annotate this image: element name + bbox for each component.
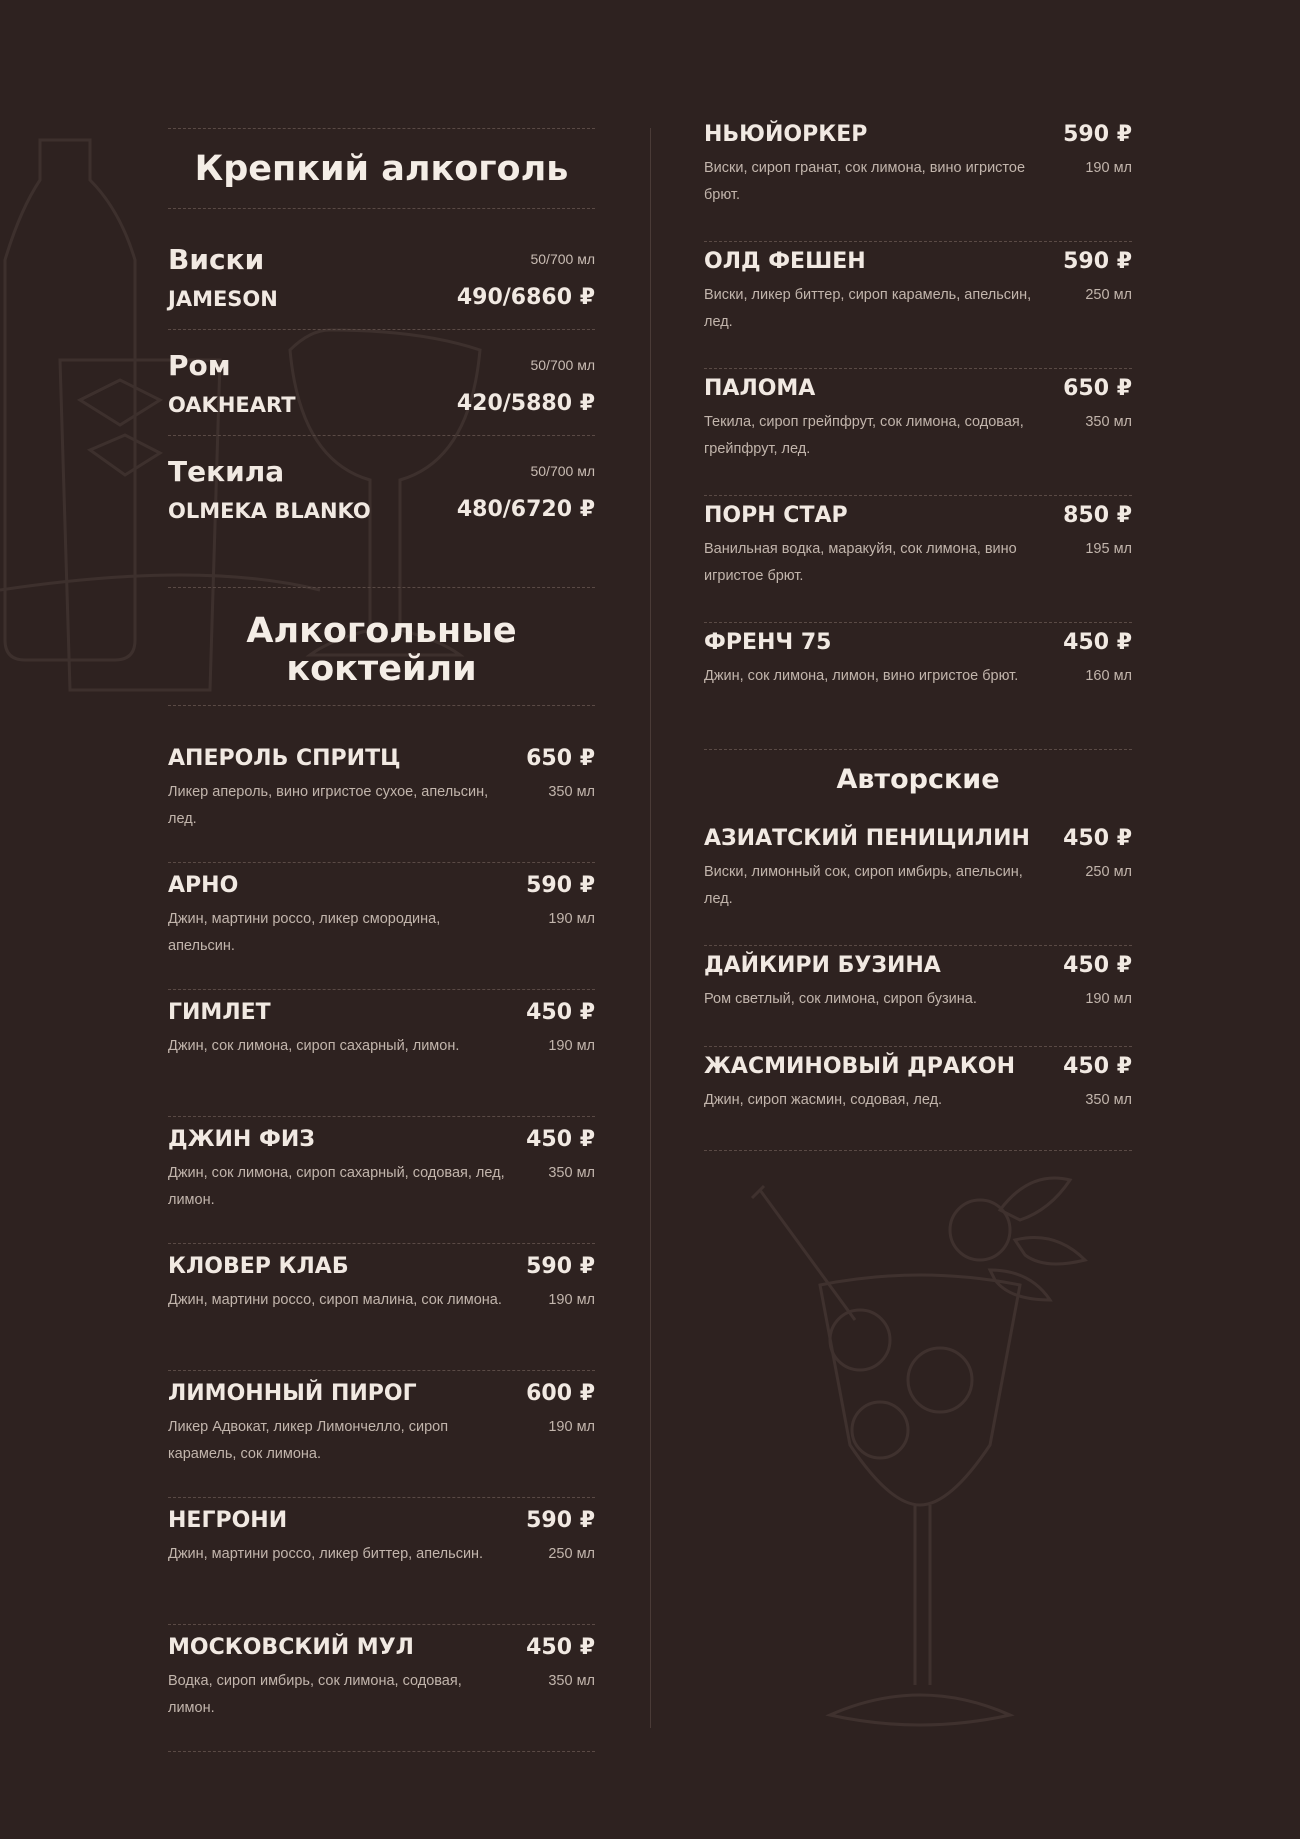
item-name: АПЕРОЛЬ СПРИТЦ: [168, 746, 401, 771]
item-volume: 350 мл: [548, 1673, 595, 1689]
item-volume: 190 мл: [1085, 991, 1132, 1007]
item-name: АРНО: [168, 873, 239, 898]
item-name: АЗИАТСКИЙ ПЕНИЦИЛИН: [704, 826, 1030, 851]
item-price: 590 ₽: [526, 1254, 595, 1279]
divider: [168, 862, 595, 863]
divider: [168, 1751, 595, 1752]
item-name: ДЖИН ФИЗ: [168, 1127, 315, 1152]
item-description: Водка, сироп имбирь, сок лимона, содовая, лимон.: [168, 1673, 462, 1716]
spirit-volume: 50/700 мл: [530, 357, 595, 373]
menu-item: [168, 1508, 595, 1635]
divider: [168, 705, 595, 706]
menu-item: [168, 1127, 595, 1254]
divider: [168, 1243, 595, 1244]
item-description: Джин, сок лимона, сироп сахарный, лимон.: [168, 1038, 460, 1054]
item-description: Джин, мартини россо, ликер биттер, апельсин.: [168, 1546, 484, 1562]
section-title-spirits: Крепкий алкоголь: [194, 149, 569, 189]
item-description: Виски, сироп гранат, сок лимона, вино игристое брют.: [704, 160, 1026, 203]
item-price: 450 ₽: [1063, 826, 1132, 851]
item-volume: 190 мл: [548, 1038, 595, 1054]
item-description: Текила, сироп грейпфрут, сок лимона, содовая, грейпфрут, лед.: [704, 414, 1024, 457]
item-volume: 190 мл: [1085, 160, 1132, 176]
item-name: ЖАСМИНОВЫЙ ДРАКОН: [704, 1054, 1015, 1079]
divider: [168, 329, 595, 330]
item-price: 450 ₽: [1063, 953, 1132, 978]
item-price: 450 ₽: [1063, 1054, 1132, 1079]
spirit-price: 480/6720 ₽: [456, 497, 595, 522]
section-title-line-1: Алкогольные: [246, 611, 517, 651]
item-price: 590 ₽: [526, 1508, 595, 1533]
cocktails-list: [168, 746, 595, 1762]
item-description: Виски, лимонный сок, сироп имбирь, апельсин, лед.: [704, 864, 1023, 907]
item-name: НЕГРОНИ: [168, 1508, 288, 1533]
item-volume: 350 мл: [1085, 1092, 1132, 1108]
divider: [168, 1370, 595, 1371]
menu-item: [704, 122, 1132, 249]
item-volume: 350 мл: [1085, 414, 1132, 430]
item-volume: 350 мл: [548, 784, 595, 800]
item-name: ПОРН СТАР: [704, 503, 848, 528]
spirit-price: 490/6860 ₽: [456, 285, 595, 310]
item-volume: 250 мл: [1085, 287, 1132, 303]
menu-item: [704, 953, 1132, 1054]
item-description: Джин, сок лимона, сироп сахарный, содовая, лед, лимон.: [168, 1165, 505, 1208]
spirits-list: [168, 243, 595, 561]
menu-item: [168, 1000, 595, 1127]
spirit-brand: OLMEKA BLANKO: [168, 499, 371, 523]
item-description: Виски, ликер биттер, сироп карамель, апельсин, лед.: [704, 287, 1032, 330]
item-description: Ликер апероль, вино игристое сухое, апельсин, лед.: [168, 784, 489, 827]
item-volume: 250 мл: [1085, 864, 1132, 880]
menu-item: [168, 1635, 595, 1762]
divider: [704, 368, 1132, 369]
spirit-item: [168, 349, 595, 455]
divider: [168, 587, 595, 588]
item-description: Ликер Адвокат, ликер Лимончелло, сироп карамель, сок лимона.: [168, 1419, 449, 1462]
item-volume: 190 мл: [548, 1419, 595, 1435]
menu-item: [168, 1254, 595, 1381]
spirit-name: Ром: [168, 349, 231, 382]
item-description: Джин, сироп жасмин, содовая, лед.: [704, 1092, 943, 1108]
divider: [168, 435, 595, 436]
spirit-name: Виски: [168, 243, 265, 276]
menu-item: [704, 249, 1132, 376]
spirit-volume: 50/700 мл: [530, 251, 595, 267]
section-title-line-2: коктейли: [286, 649, 477, 689]
item-price: 450 ₽: [526, 1635, 595, 1660]
item-price: 590 ₽: [526, 873, 595, 898]
item-name: ГИМЛЕТ: [168, 1000, 271, 1025]
spirit-name: Текила: [168, 455, 285, 488]
item-price: 450 ₽: [1063, 630, 1132, 655]
item-price: 850 ₽: [1063, 503, 1132, 528]
menu-item: [704, 503, 1132, 630]
item-volume: 160 мл: [1085, 668, 1132, 684]
menu-item: [704, 826, 1132, 953]
divider: [704, 749, 1132, 750]
item-volume: 195 мл: [1085, 541, 1132, 557]
item-name: КЛОВЕР КЛАБ: [168, 1254, 349, 1279]
divider: [168, 128, 595, 129]
spirit-price: 420/5880 ₽: [456, 391, 595, 416]
item-name: ЛИМОННЫЙ ПИРОГ: [168, 1381, 417, 1406]
section-title-cocktails: [168, 612, 595, 688]
item-name: НЬЮЙОРКЕР: [704, 122, 868, 147]
spirit-item: [168, 243, 595, 349]
divider: [704, 945, 1132, 946]
menu-item: [704, 376, 1132, 503]
menu-item: [704, 630, 1132, 757]
divider: [704, 622, 1132, 623]
item-name: ФРЕНЧ 75: [704, 630, 832, 655]
signature-list: [704, 826, 1132, 1155]
menu-item: [168, 746, 595, 873]
item-price: 590 ₽: [1063, 249, 1132, 274]
section-title-signature: Авторские: [836, 764, 1000, 795]
divider: [704, 1046, 1132, 1047]
item-volume: 190 мл: [548, 911, 595, 927]
divider: [704, 1150, 1132, 1151]
item-description: Ванильная водка, маракуйя, сок лимона, вино игристое брют.: [704, 541, 1017, 584]
menu-item: [168, 873, 595, 1000]
item-volume: 190 мл: [548, 1292, 595, 1308]
item-price: 600 ₽: [526, 1381, 595, 1406]
divider: [168, 1497, 595, 1498]
item-price: 590 ₽: [1063, 122, 1132, 147]
item-volume: 350 мл: [548, 1165, 595, 1181]
spirit-brand: JAMESON: [168, 287, 278, 311]
item-description: Джин, мартини россо, сироп малина, сок лимона.: [168, 1292, 502, 1308]
menu-item: [168, 1381, 595, 1508]
item-price: 650 ₽: [1063, 376, 1132, 401]
cocktails-list-continued: [704, 122, 1132, 757]
item-description: Джин, сок лимона, лимон, вино игристое брют.: [704, 668, 1019, 684]
item-price: 450 ₽: [526, 1127, 595, 1152]
divider: [704, 241, 1132, 242]
menu-item: [704, 1054, 1132, 1155]
item-name: ДАЙКИРИ БУЗИНА: [704, 953, 941, 978]
item-description: Ром светлый, сок лимона, сироп бузина.: [704, 991, 977, 1007]
divider: [168, 989, 595, 990]
divider: [168, 1116, 595, 1117]
item-description: Джин, мартини россо, ликер смородина, апельсин.: [168, 911, 441, 954]
divider: [168, 208, 595, 209]
divider: [168, 1624, 595, 1625]
item-price: 450 ₽: [526, 1000, 595, 1025]
spirit-item: [168, 455, 595, 561]
item-name: МОСКОВСКИЙ МУЛ: [168, 1635, 414, 1660]
item-price: 650 ₽: [526, 746, 595, 771]
item-name: ОЛД ФЕШЕН: [704, 249, 866, 274]
cocktail-glass-sketch-icon: [740, 1170, 1140, 1770]
spirit-brand: OAKHEART: [168, 393, 296, 417]
item-volume: 250 мл: [548, 1546, 595, 1562]
item-name: ПАЛОМА: [704, 376, 816, 401]
divider: [704, 495, 1132, 496]
column-divider: [650, 128, 651, 1728]
spirit-volume: 50/700 мл: [530, 463, 595, 479]
